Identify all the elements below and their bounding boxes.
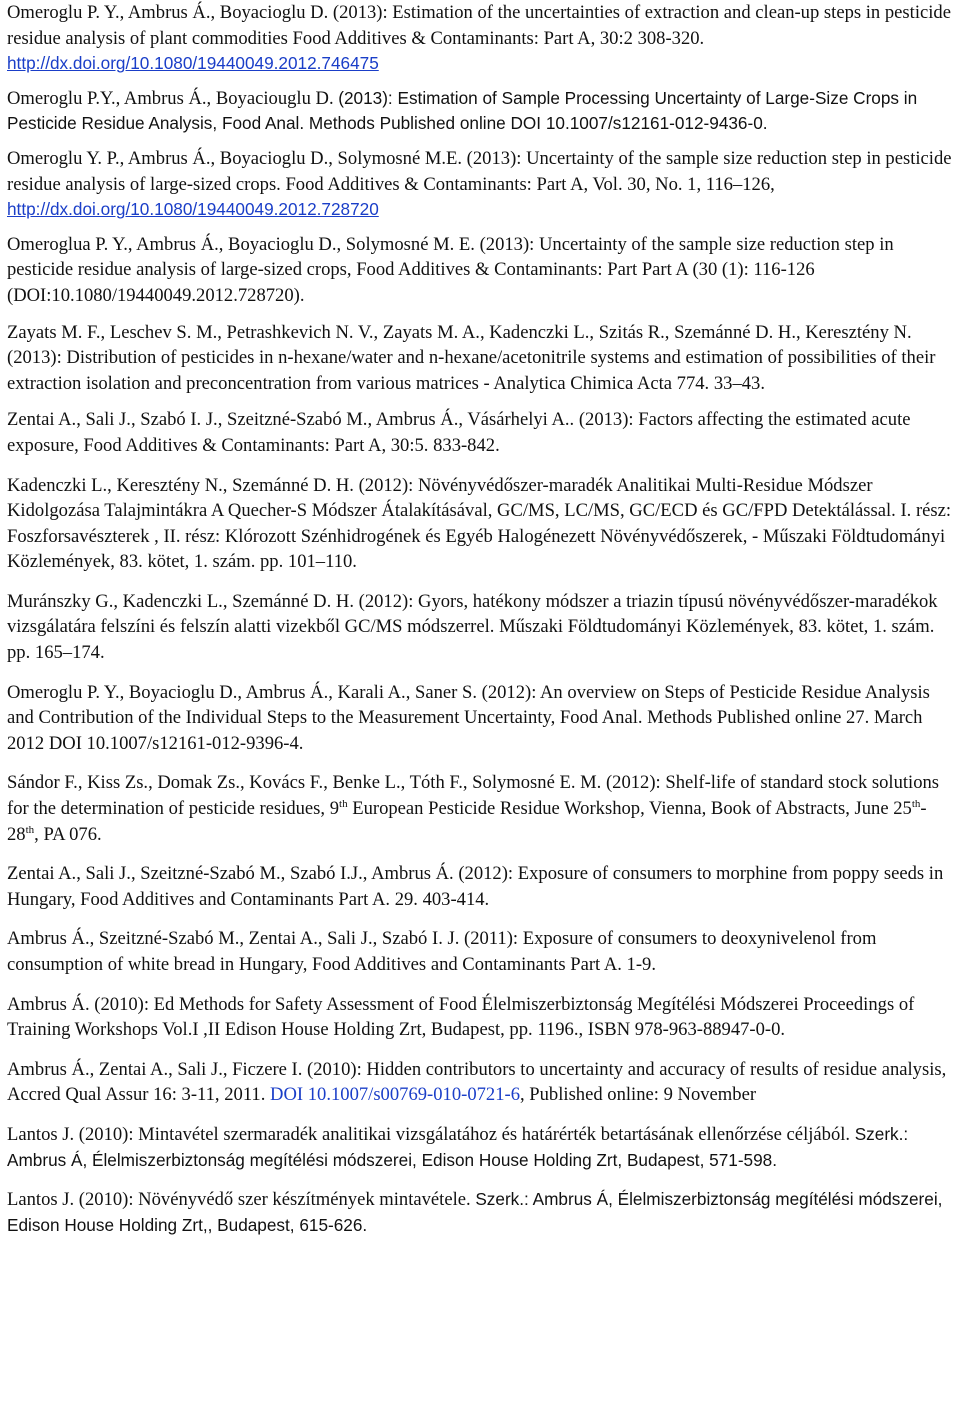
reference-text: Kadenczki L., Keresztény N., Szemánné D. H. (2012): Növényvédőszer-maradék Analitikai Multi-Residue Módszer Kidolgozása Talajmintákra A Quecher-S Módszer Átalakításával, GC/MS, LC/MS, GC/ECD és GC/FPD Detektálással. I. rész: Foszforsavészterek , II. rész: Klórozott Szénhidrogének és Egyéb Halogénezett Növényvédőszerek, - Műszaki Földtudományi Közlemények, 83. kötet, 1. szám. pp. 101–110. <box>7 474 952 573</box>
reference-entry <box>7 926 955 977</box>
reference-text: Omeroglua P. Y., Ambrus Á., Boyacioglu D., Solymosné M. E. (2013): Uncertainty of the sample size reduction step in pesticide residue analysis of large-sized crops, Food Additives & Contaminants: Part Part A (30 (1): 116-126 (DOI:10.1080/19440049.2012.728720). <box>7 233 894 306</box>
reference-text: Sándor F., Kiss Zs., Domak Zs., Kovács F., Benke L., Tóth F., Solymosné E. M. (2012): Shelf-life of standard stock solutions for the determination of pesticide residues, 9 <box>7 772 940 820</box>
reference-text: Zayats M. F., Leschev S. M., Petrashkevich N. V., Zayats M. A., Kadenczki L., Szitás R., Szemánné D. H., Keresztény N. (2013): Distribution of pesticides in n-hexane/water and n-hexane/acetonitrile systems and estimation of possibilities of their extraction isolation and preconcentration from various matrices - Analytica Chimica Acta 774. 33–43. <box>7 321 936 394</box>
reference-entry <box>7 1187 955 1238</box>
reference-text: Omeroglu P. Y., Boyacioglu D., Ambrus Á., Karali A., Saner S. (2012): An overview on Steps of Pesticide Residue Analysis and Contribution of the Individual Steps to the Measurement Uncertainty, Food Anal. Methods Published online 27. March 2012 DOI 10.1007/s12161-012-9396-4. <box>7 681 930 754</box>
superscript: th <box>339 798 348 811</box>
reference-entry <box>7 407 955 458</box>
reference-text: Szerk.: Ambrus Á, Élelmiszerbiztonság megítélési módszerei, Edison House Holding Zrt, Budapest, 571-598. <box>7 1123 909 1170</box>
reference-text: Omeroglu Y. P., Ambrus Á., Boyacioglu D., Solymosné M.E. (2013): Uncertainty of the sample size reduction step in pesticide residue analysis of large-sized crops. Food Additives & Contaminants: Part A, Vol. 30, No. 1, 116–126, <box>7 147 952 195</box>
reference-text: Zentai A., Sali J., Szeitzné-Szabó M., Szabó I.J., Ambrus Á. (2012): Exposure of consumers to morphine from poppy seeds in Hungary, Food Additives and Contaminants Part A. 29. 403-414. <box>7 863 944 910</box>
reference-entry <box>7 1057 955 1108</box>
reference-text: Lantos J. (2010): Növényvédő szer készítmények mintavétele. <box>7 1189 476 1211</box>
reference-entry <box>7 473 955 575</box>
reference-entry <box>7 861 955 912</box>
reference-entry <box>7 232 955 309</box>
reference-entry <box>7 589 955 666</box>
doi-link[interactable]: http://dx.doi.org/10.1080/19440049.2012.728720 <box>7 199 379 220</box>
doi-text: DOI 10.1007/s00769-010-0721-6 <box>270 1084 520 1106</box>
reference-entry <box>7 0 955 77</box>
reference-entry <box>7 320 955 397</box>
reference-entry <box>7 992 955 1043</box>
reference-text: , Published online: 9 November <box>520 1084 757 1106</box>
reference-text: Muránszky G., Kadenczki L., Szemánné D. H. (2012): Gyors, hatékony módszer a triazin típusú növényvédőszer-maradékok vizsgálatára felszíni és felszín alatti vizekből GC/MS módszerrel. Műszaki Földtudományi Közlemények, 83. kötet, 1. szám. pp. 165–174. <box>7 590 938 664</box>
reference-text: , PA 076. <box>34 823 102 845</box>
reference-list <box>7 0 955 1238</box>
reference-authors: Omeroglu P.Y., Ambrus Á., Boyaciouglu D. <box>7 87 339 109</box>
reference-text: Zentai A., Sali J., Szabó I. J., Szeitzné-Szabó M., Ambrus Á., Vásárhelyi A.. (2013): Factors affecting the estimated acute exposure, Food Additives & Contaminants: Part A, 30:5. 833-842. <box>7 409 911 456</box>
superscript: th <box>911 798 921 811</box>
reference-text: European Pesticide Residue Workshop, Vienna, Book of Abstracts, June 25 <box>347 798 912 820</box>
doi-link[interactable]: http://dx.doi.org/10.1080/19440049.2012.746475 <box>7 53 379 74</box>
reference-text: -28 <box>7 798 927 845</box>
reference-text: Omeroglu P. Y., Ambrus Á., Boyacioglu D. (2013): Estimation of the uncertainties of extraction and clean-up steps in pesticide residue analysis of plant commodities Food Additives & Contaminants: Part A, 30:2 308-320. <box>7 2 951 49</box>
reference-entry <box>7 680 955 757</box>
reference-text: Ambrus Á., Szeitzné-Szabó M., Zentai A., Sali J., Szabó I. J. (2011): Exposure of consumers to deoxynivelenol from consumption of white bread in Hungary, Food Additives and Contaminants Part A. 1-9. <box>7 928 877 975</box>
reference-entry <box>7 1122 955 1173</box>
reference-text: Lantos J. (2010): Mintavétel szermaradék analitikai vizsgálatához és határérték betartásának ellenőrzése céljából. <box>7 1123 855 1145</box>
reference-text: (2013): Estimation of Sample Processing Uncertainty of Large-Size Crops in Pesticide Residue Analysis, Food Anal. Methods Published online DOI 10.1007/s12161-012-9436-0. <box>7 87 918 134</box>
reference-entry <box>7 770 955 847</box>
reference-text: Ambrus Á., Zentai A., Sali J., Ficzere I. (2010): Hidden contributors to uncertainty and accuracy of results of residue analysis, Accred Qual Assur 16: 3-11, 2011. <box>7 1058 947 1106</box>
superscript: th <box>25 823 35 836</box>
reference-text: Szerk.: Ambrus Á, Élelmiszerbiztonság megítélési módszerei, Edison House Holding Zrt,, Budapest, 615-626. <box>7 1189 943 1235</box>
reference-entry <box>7 146 955 223</box>
reference-text: Ambrus Á. (2010): Ed Methods for Safety Assessment of Food Élelmiszerbiztonság Megítélési Módszerei Proceedings of Training Workshops Vol.I ,II Edison House Holding Zrt, Budapest, pp. 1196., ISBN 978-963-88947-0-0. <box>7 993 915 1041</box>
reference-entry <box>7 86 955 137</box>
